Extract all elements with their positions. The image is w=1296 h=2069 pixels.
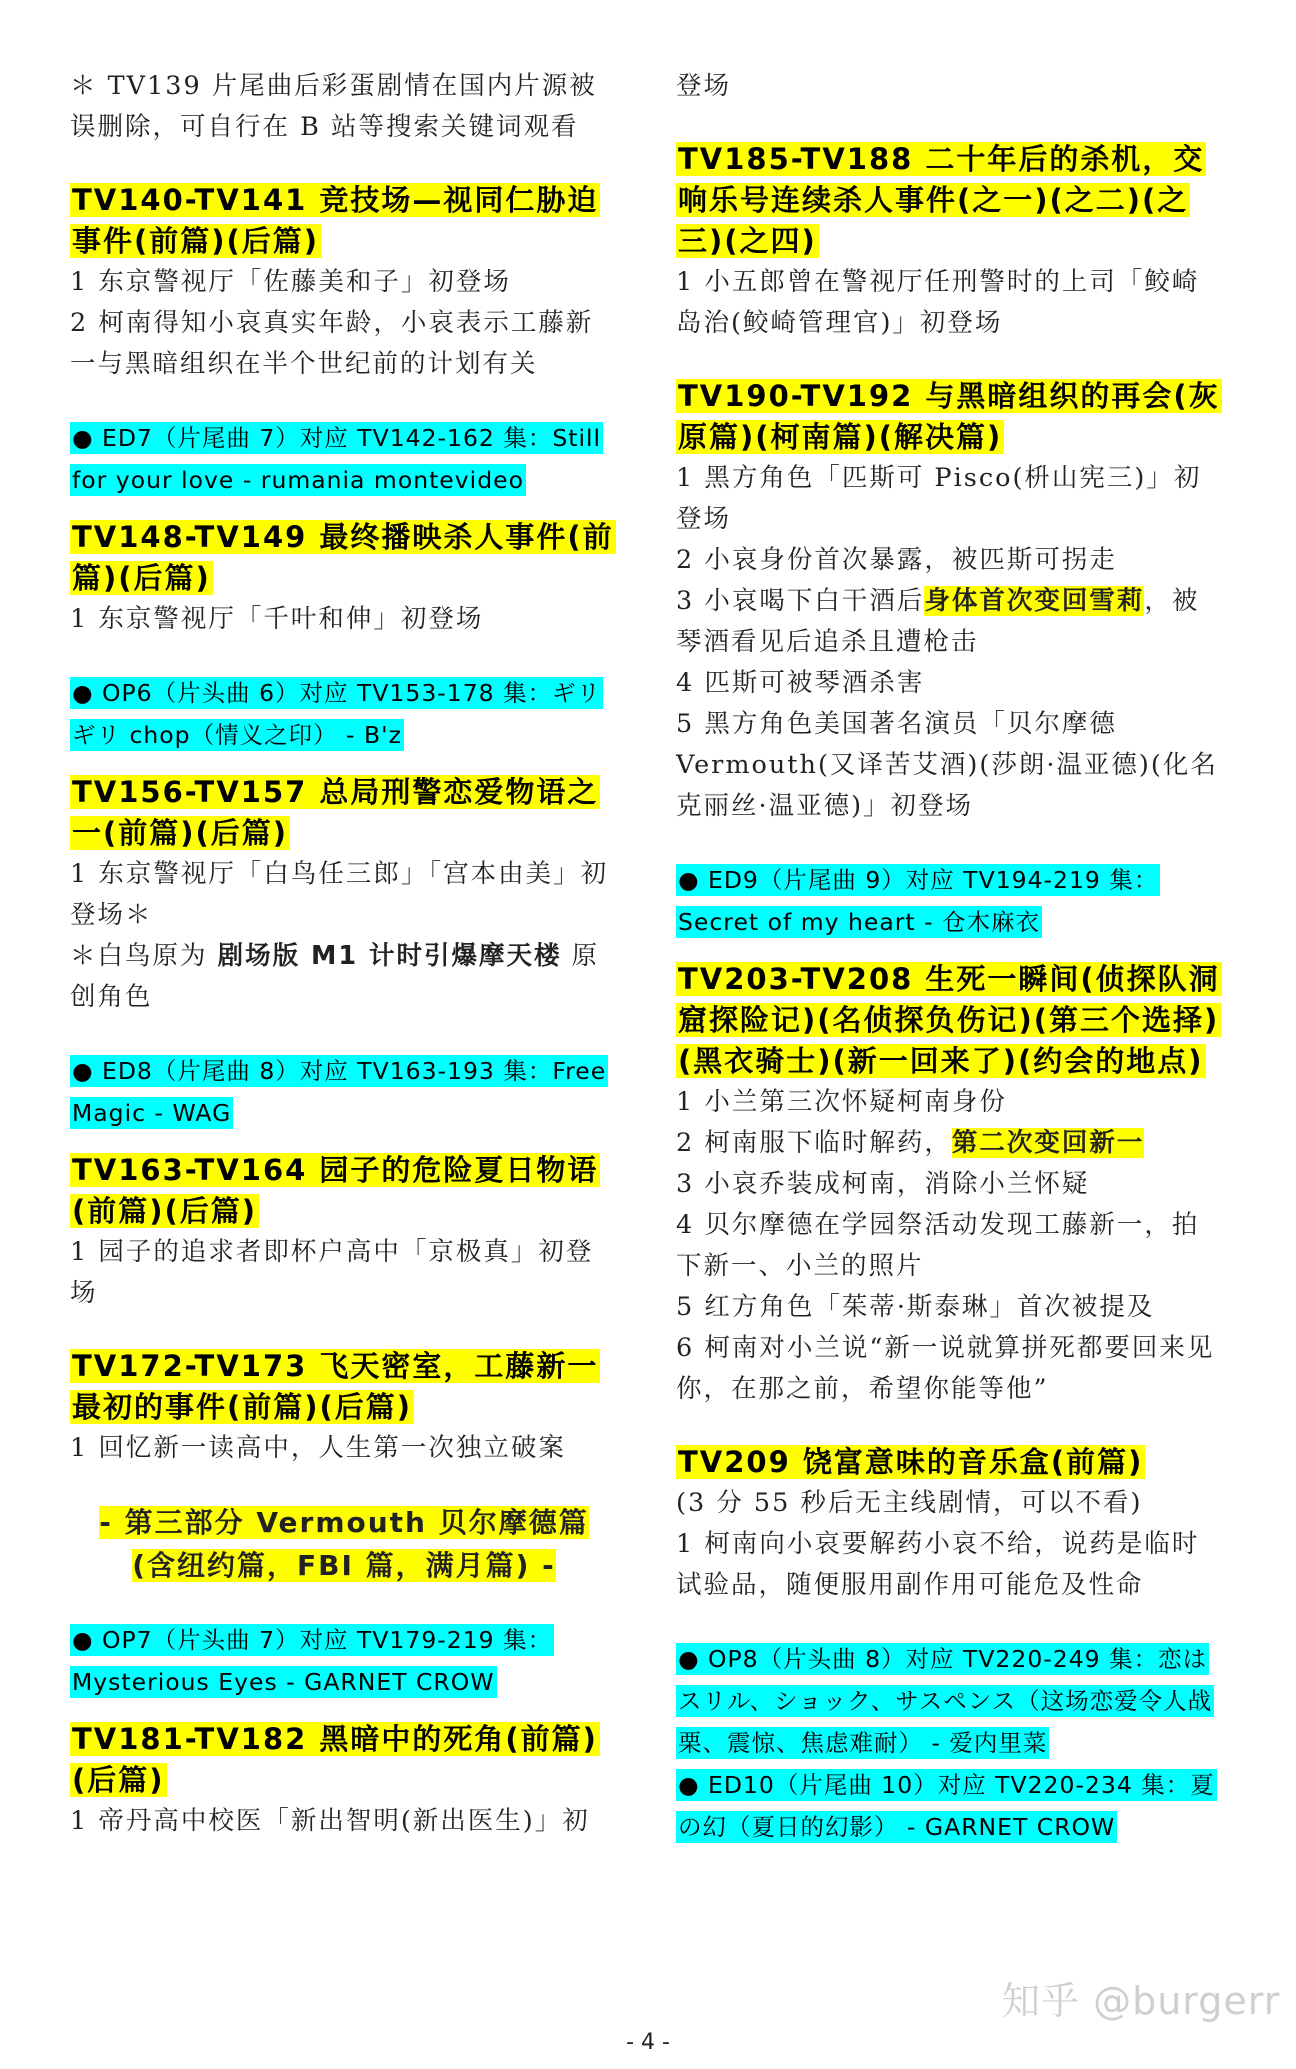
list-item: 1 东京警视厅「佐藤美和子」初登场 xyxy=(70,267,511,297)
episode-heading-tv203: TV203-TV208 生死一瞬间(侦探队洞窟探险记)(名侦探负伤记)(第三个选择)(黑衣骑士)(新一回来了)(约会的地点) xyxy=(678,962,1220,1078)
episode-heading-tv181: TV181-TV182 黑暗中的死角(前篇)(后篇) xyxy=(72,1722,598,1797)
list-item: 1 东京警视厅「千叶和伸」初登场 xyxy=(70,604,484,634)
song-ed9: ● ED9（片尾曲 9）对应 TV194-219 集：Secret of my heart - 仓木麻衣 xyxy=(678,866,1159,936)
song-ed8: ● ED8（片尾曲 8）对应 TV163-193 集：Free Magic - WAG xyxy=(72,1057,607,1127)
episode-heading-tv185: TV185-TV188 二十年后的杀机，交响乐号连续杀人事件(之一)(之二)(之三)(之四) xyxy=(678,142,1205,258)
list-item: 1 回忆新一读高中，人生第一次独立破案 xyxy=(70,1433,566,1463)
footnote: ＊白鸟原为 剧场版 M1 计时引爆摩天楼 原创角色 xyxy=(70,941,600,1012)
episode-heading-tv156: TV156-TV157 总局刑警恋爱物语之一(前篇)(后篇) xyxy=(72,775,599,850)
song-op6: ● OP6（片头曲 6）对应 TV153-178 集：ギリギリ chop（情义之印） - B'z xyxy=(72,679,602,749)
list-item: 5 黑方角色美国著名演员「贝尔摩德 Vermouth(又译苦艾酒)(莎朗·温亚德)(化名克丽丝·温亚德)」初登场 xyxy=(676,709,1218,821)
list-item: 1 东京警视厅「白鸟任三郎」「宫本由美」初登场＊ xyxy=(70,859,609,930)
list-item: 4 匹斯可被琴酒杀害 xyxy=(676,668,925,698)
right-column xyxy=(676,66,1226,1848)
section-title: - 第三部分 Vermouth 贝尔摩德篇 xyxy=(99,1506,589,1539)
list-item: 5 红方角色「茱蒂·斯泰琳」首次被提及 xyxy=(676,1292,1155,1322)
list-item: 2 小哀身份首次暴露，被匹斯可拐走 xyxy=(676,545,1117,575)
list-item: 1 柯南向小哀要解药小哀不给，说药是临时试验品，随便服用副作用可能危及性命 xyxy=(676,1529,1200,1600)
list-item: 1 小五郎曾在警视厅任刑警时的上司「鲛崎岛治(鲛崎管理官)」初登场 xyxy=(676,267,1200,338)
list-item: 2 柯南服下临时解药，第二次变回新一 xyxy=(676,1128,1145,1158)
list-item: 2 柯南得知小哀真实年龄，小哀表示工藤新一与黑暗组织在半个世纪前的计划有关 xyxy=(70,308,594,379)
episode-heading-tv172: TV172-TV173 飞天密室，工藤新一最初的事件(前篇)(后篇) xyxy=(72,1349,599,1424)
song-ed7: ● ED7（片尾曲 7）对应 TV142-162 集：Still for your love - rumania montevideo xyxy=(72,424,602,494)
continuation-text: 登场 xyxy=(676,71,732,101)
watermark: 知乎 @burgerr xyxy=(1002,1979,1281,2023)
page-number: - 4 - xyxy=(626,2030,670,2055)
list-item: 1 小兰第三次怀疑柯南身份 xyxy=(676,1087,1007,1117)
list-item: 4 贝尔摩德在学园祭活动发现工藤新一，拍下新一、小兰的照片 xyxy=(676,1210,1200,1281)
list-item: 1 帝丹高中校医「新出智明(新出医生)」初 xyxy=(70,1806,590,1836)
left-column xyxy=(70,66,618,1842)
episode-heading-tv190: TV190-TV192 与黑暗组织的再会(灰原篇)(柯南篇)(解决篇) xyxy=(678,379,1220,454)
list-item: 1 黑方角色「匹斯可 Pisco(枡山宪三)」初登场 xyxy=(676,463,1202,534)
episode-heading-tv140: TV140-TV141 竞技场—视同仁胁迫事件(前篇)(后篇) xyxy=(72,183,599,258)
note-tv139: ＊ TV139 片尾曲后彩蛋剧情在国内片源被误删除，可自行在 B 站等搜索关键词观看 xyxy=(70,71,597,142)
list-item: 3 小哀乔装成柯南，消除小兰怀疑 xyxy=(676,1169,1090,1199)
list-item: 3 小哀喝下白干酒后身体首次变回雪莉，被琴酒看见后追杀且遭枪击 xyxy=(676,586,1200,657)
section-subtitle: (含纽约篇，FBI 篇，满月篇) - xyxy=(132,1549,556,1582)
list-item: 1 园子的追求者即杯户高中「京极真」初登场 xyxy=(70,1237,594,1308)
episode-heading-tv163: TV163-TV164 园子的危险夏日物语(前篇)(后篇) xyxy=(72,1153,599,1228)
episode-heading-tv209: TV209 饶富意味的音乐盒(前篇) xyxy=(678,1445,1144,1479)
episode-note: (3 分 55 秒后无主线剧情，可以不看) xyxy=(676,1488,1143,1518)
song-op8: ● OP8（片头曲 8）对应 TV220-249 集：恋はスリル、ショック、サスペンス（这场恋爱令人战栗、震惊、焦虑难耐） - 爱内里菜 xyxy=(678,1645,1213,1757)
song-ed10: ● ED10（片尾曲 10）对应 TV220-234 集：夏の幻（夏日的幻影） - GARNET CROW xyxy=(678,1771,1215,1841)
song-op7: ● OP7（片头曲 7）对应 TV179-219 集：Mysterious Eyes - GARNET CROW xyxy=(72,1626,553,1696)
list-item: 6 柯南对小兰说“新一说就算拼死都要回来见你，在那之前，希望你能等他” xyxy=(676,1333,1215,1404)
episode-heading-tv148: TV148-TV149 最终播映杀人事件(前篇)(后篇) xyxy=(72,520,614,595)
